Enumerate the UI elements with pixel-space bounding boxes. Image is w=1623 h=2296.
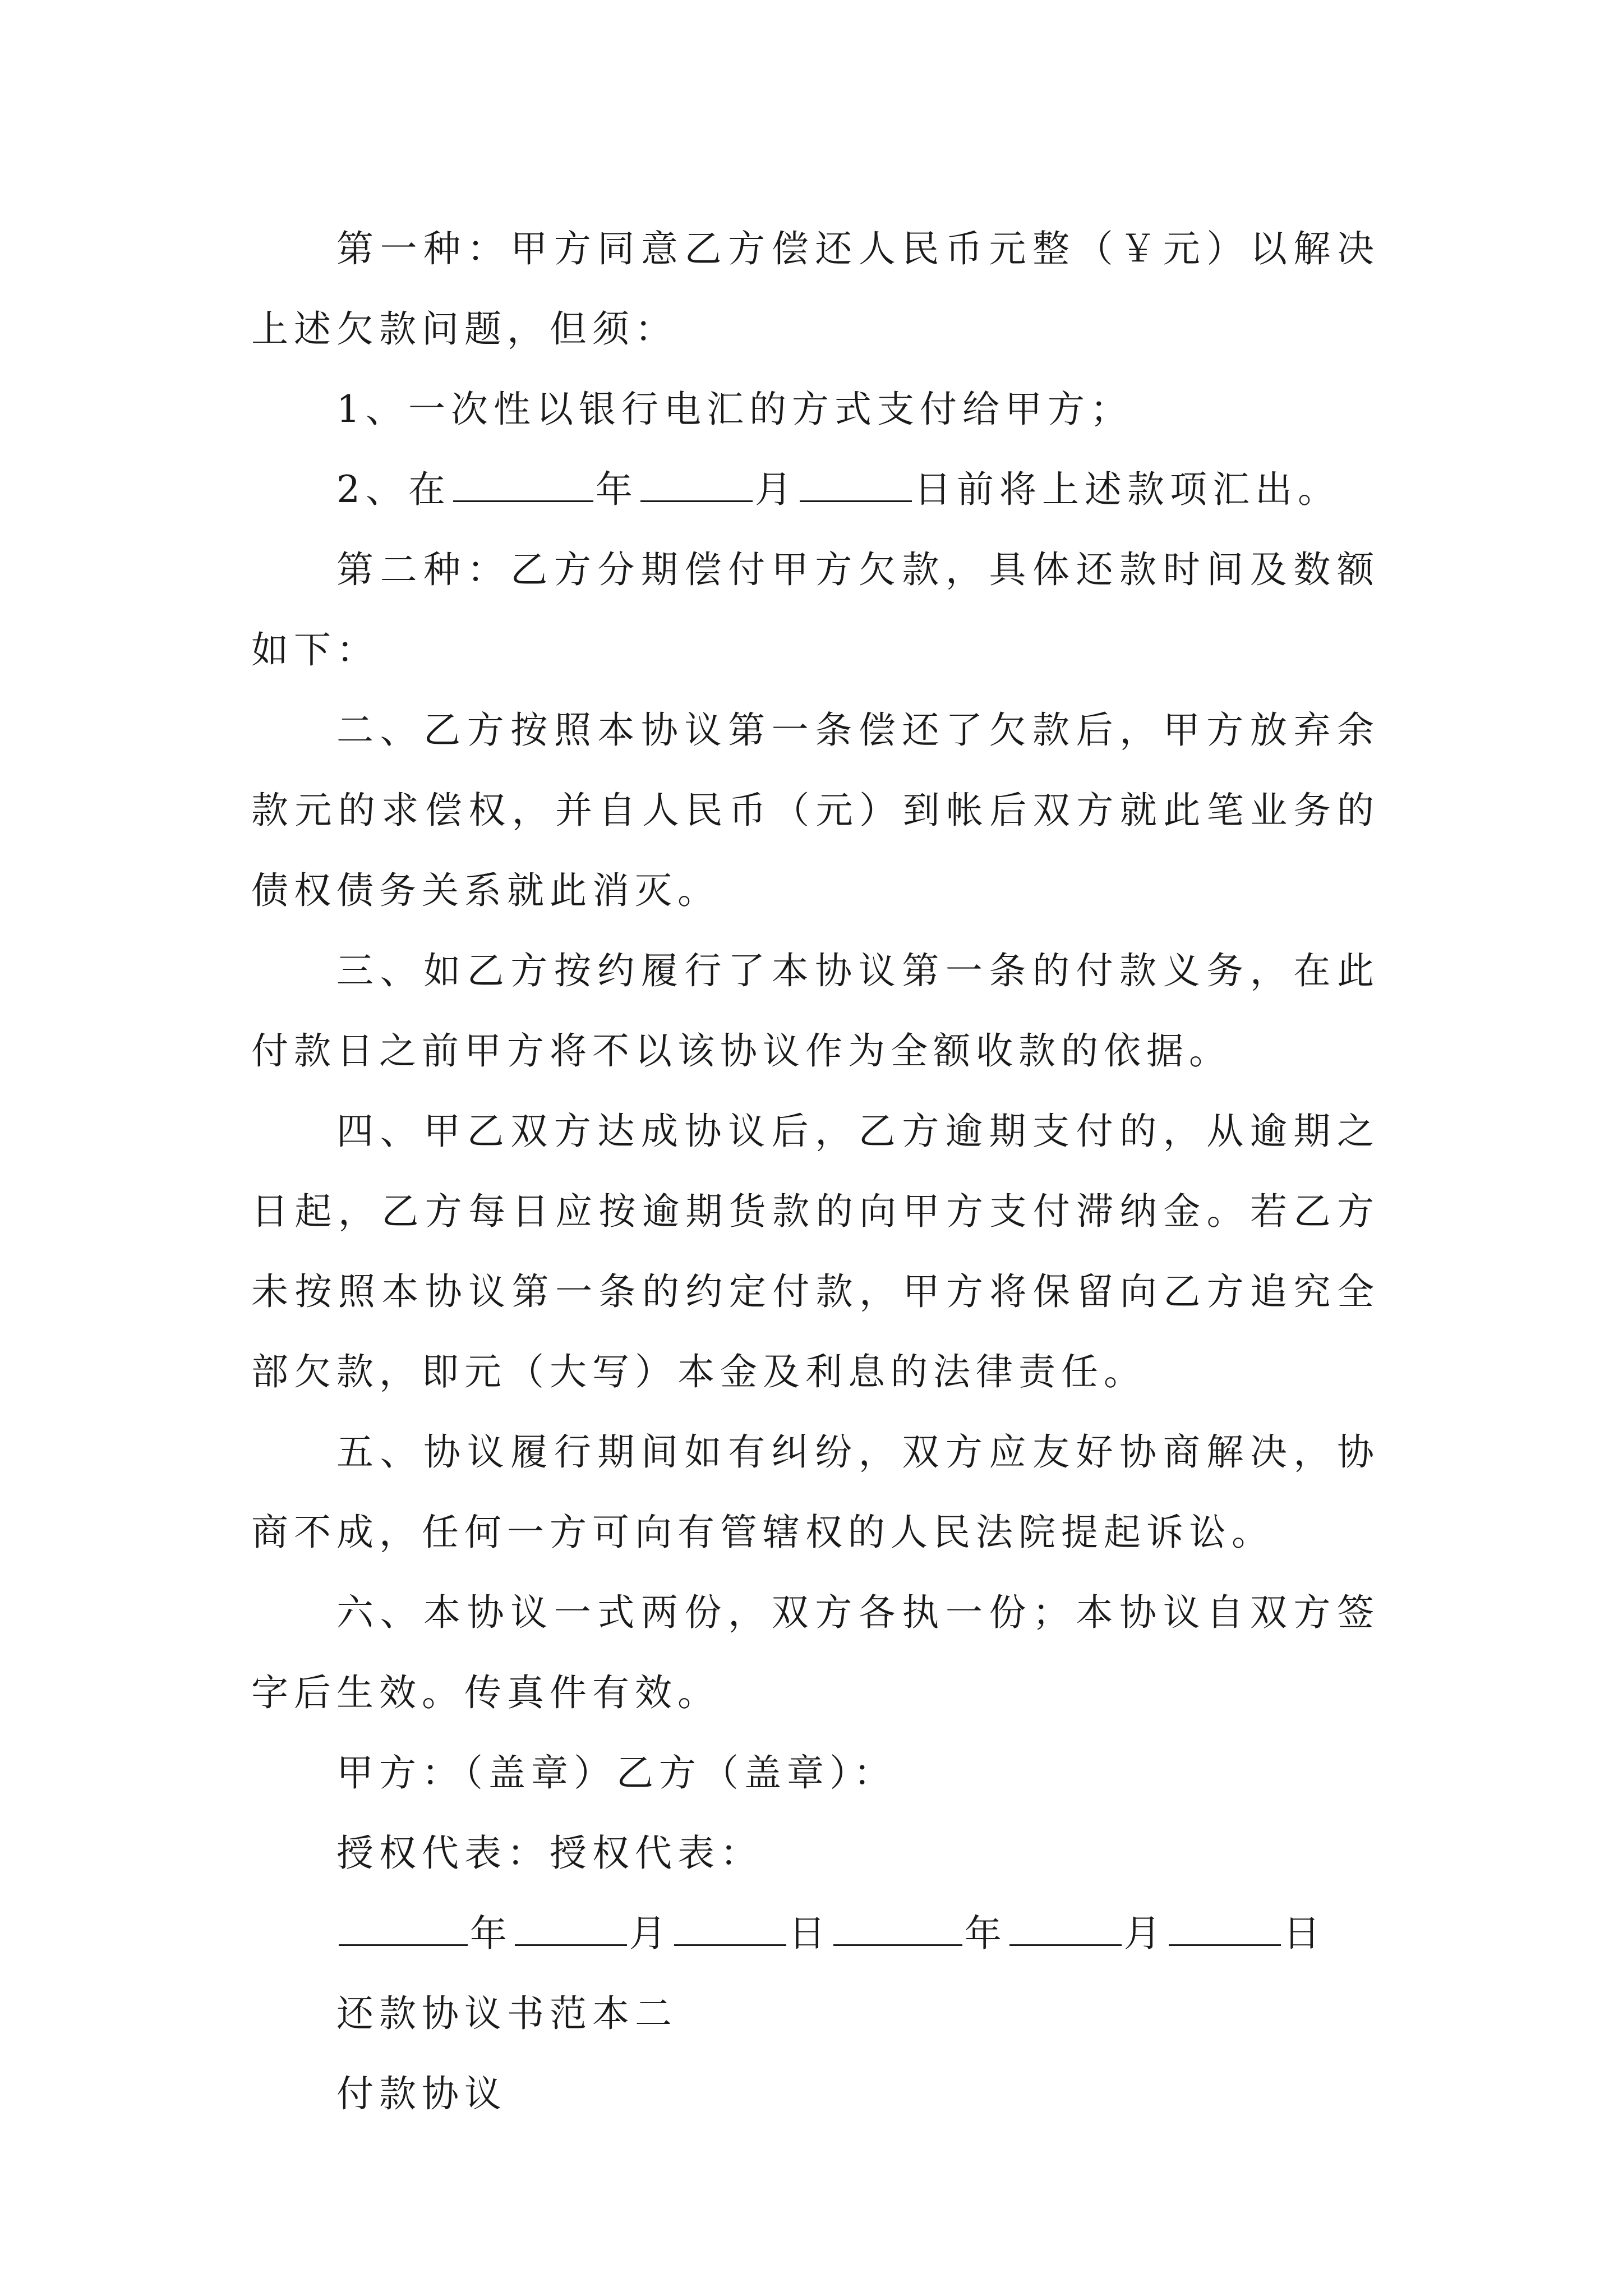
- year-blank: [453, 466, 593, 502]
- section-heading-template-two: 还款协议书范本二: [336, 1992, 677, 2035]
- deadline-suffix: 日前将上述款项汇出。: [914, 468, 1340, 511]
- month-blank: [640, 466, 753, 502]
- signature-parties: 甲方：（盖章）乙方（盖章）：: [336, 1751, 896, 1795]
- party-b-month-label: 月: [1124, 1912, 1166, 1955]
- party-a-year-label: 年: [470, 1912, 513, 1955]
- party-a-month-label: 月: [629, 1912, 672, 1955]
- deadline-prefix: 2、在: [336, 468, 451, 511]
- clause-two: 二、乙方按照本协议第一条偿还了欠款后，甲方放弃余款元的求偿权，并自人民币（元）到帐后双方就此笔业务的债权债务关系就此消灭。: [251, 708, 1380, 912]
- party-b-year-blank: [833, 1910, 962, 1946]
- clause-four: 四、甲乙双方达成协议后，乙方逾期支付的，从逾期之日起，乙方每日应按逾期货款的向甲方支付滞纳金。若乙方未按照本协议第一条的约定付款，甲方将保留向乙方追究全部欠款，即元（大写）本金及利息的法律责任。: [251, 1110, 1380, 1393]
- party-a-day-label: 日: [789, 1912, 831, 1955]
- party-b-day-blank: [1169, 1910, 1281, 1946]
- day-blank: [800, 466, 912, 502]
- signature-date-line: [251, 1893, 1380, 1973]
- clause-five: 五、协议履行期间如有纠纷，双方应友好协商解决，协商不成，任何一方可向有管辖权的人民法院提起诉讼。: [251, 1430, 1380, 1554]
- section-heading-payment-agreement: 付款协议: [336, 2072, 507, 2115]
- signature-representatives: 授权代表：授权代表：: [336, 1832, 763, 1875]
- deadline-year-label: 年: [596, 468, 638, 511]
- party-a-day-blank: [674, 1910, 786, 1946]
- clause-three: 三、如乙方按约履行了本协议第一条的付款义务，在此付款日之前甲方将不以该协议作为全额收款的依据。: [251, 949, 1380, 1073]
- party-a-month-blank: [515, 1910, 627, 1946]
- deadline-month-label: 月: [755, 468, 797, 511]
- clause-six: 六、本协议一式两份，双方各执一份；本协议自双方签字后生效。传真件有效。: [251, 1591, 1380, 1714]
- party-b-day-label: 日: [1283, 1912, 1326, 1955]
- document-body: [251, 209, 1380, 2134]
- clause-option-two: 第二种：乙方分期偿付甲方欠款，具体还款时间及数额如下：: [251, 548, 1380, 671]
- party-a-year-blank: [339, 1910, 468, 1946]
- clause-option-one-item-1: 1、一次性以银行电汇的方式支付给甲方；: [336, 388, 1133, 431]
- party-b-month-blank: [1009, 1910, 1122, 1946]
- clause-option-one-item-2: [251, 449, 1380, 530]
- clause-option-one: 第一种：甲方同意乙方偿还人民币元整（￥元）以解决上述欠款问题，但须：: [251, 227, 1380, 351]
- party-b-year-label: 年: [965, 1912, 1007, 1955]
